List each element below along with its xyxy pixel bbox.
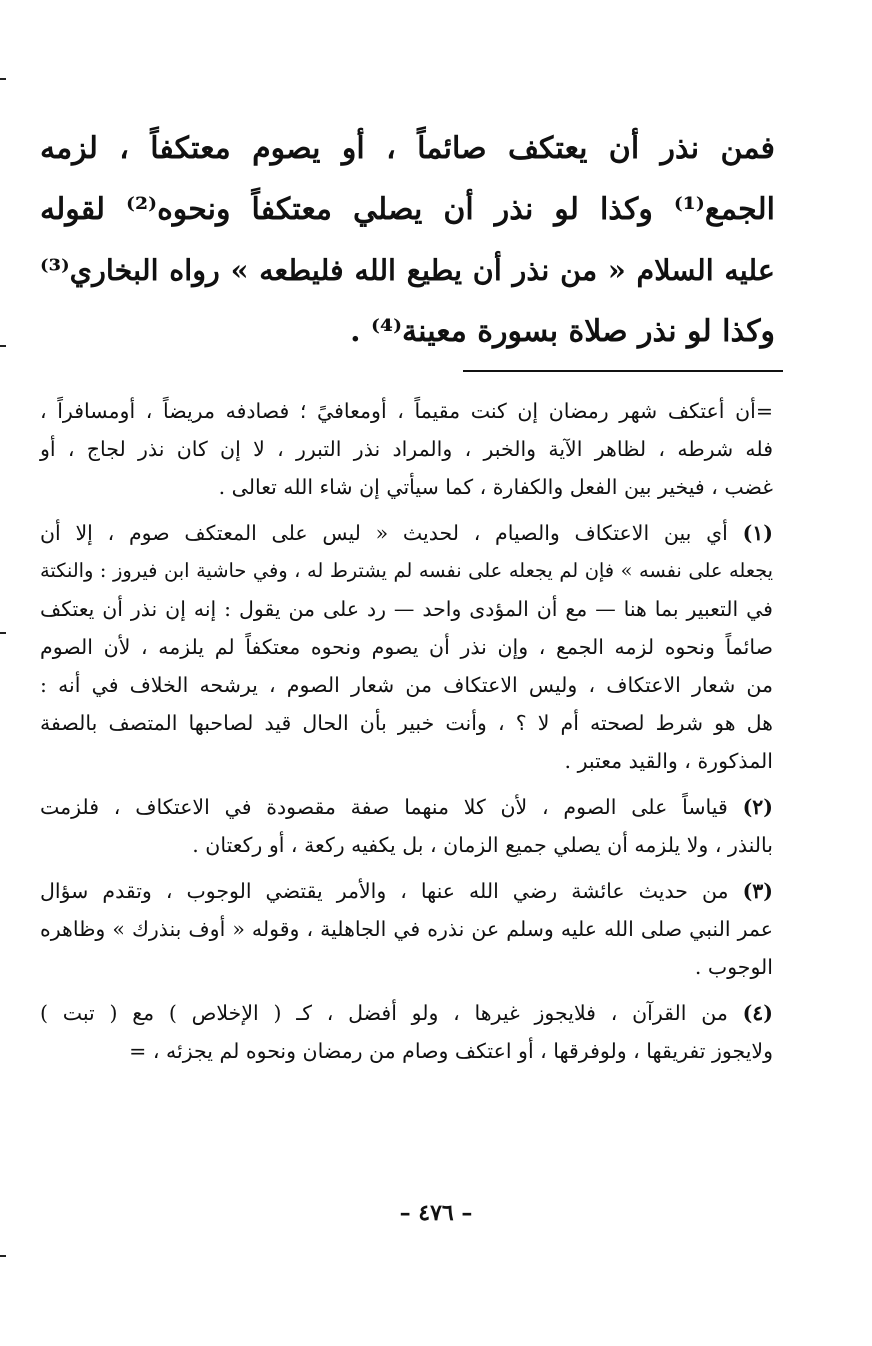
main-text — [40, 118, 775, 362]
footnote-number: (٤) — [742, 1001, 773, 1025]
footnote-line: فله شرطه ، لظاهر الآية والخبر ، والمراد نذر التبرر ، لا إن كان نذر لجاج ، أو — [40, 437, 773, 461]
footnote-number: (٢) — [742, 795, 773, 819]
footnote-line: صائماً ونحوه لزمه الجمع ، وإن نذر أن يصوم ونحوه معتكفاً لم يلزمه ، لأن الصوم — [40, 635, 773, 659]
footnote-text: قياساً على الصوم ، لأن كلا منهما صفة مقصودة في الاعتكاف ، فلزمت — [40, 795, 728, 819]
footnote-text: من القرآن ، فلايجوز غيرها ، ولو أفضل ، كـ ( الإخلاص ) مع ( تبت ) — [40, 1001, 728, 1025]
footnote-4 — [40, 994, 773, 1070]
margin-mark — [0, 632, 6, 634]
footnote-line — [40, 994, 773, 1032]
footnote-line: بالنذر ، ولا يلزمه أن يصلي جميع الزمان ، بل يكفيه ركعة ، أو ركعتان . — [192, 833, 773, 857]
footnotes — [40, 392, 773, 1078]
footnote-line — [40, 872, 773, 910]
footnote-number: (٣) — [742, 879, 773, 903]
footnote-line: الوجوب . — [694, 955, 773, 979]
margin-mark — [0, 1255, 6, 1257]
footnote-3 — [40, 872, 773, 986]
footnote-line: عمر النبي صلى الله عليه وسلم عن نذره في الجاهلية ، وقوله « أوف بنذرك » وظاهره — [40, 917, 773, 941]
footnote-line — [40, 514, 773, 552]
main-text-line: الجمع⁽¹⁾ وكذا لو نذر أن يصلي معتكفاً ونحوه⁽²⁾ لقوله — [40, 192, 776, 227]
footnote-text: أي بين الاعتكاف والصيام ، لحديث « ليس على المعتكف صوم ، إلا أن — [40, 521, 728, 545]
margin-mark — [0, 345, 6, 347]
footnote-line: في التعبير بما هنا — مع أن المؤدى واحد — رد على من يقول : إنه إن نذر أن يعتكف — [40, 597, 773, 621]
footnote-2 — [40, 788, 773, 864]
footnote-line: ولايجوز تفريقها ، ولوفرقها ، أو اعتكف وصام من رمضان ونحوه لم يجزئه ، = — [129, 1039, 773, 1063]
footnote-number: (١) — [742, 521, 773, 545]
footnote-line: يجعله على نفسه » فإن لم يجعله على نفسه لم يشترط له ، وفي حاشية ابن فيروز : والنكتة — [40, 559, 773, 582]
footnote-separator — [463, 370, 783, 372]
footnote-line — [40, 788, 773, 826]
footnote-line: من شعار الاعتكاف ، وليس الاعتكاف من شعار الصوم ، يرشحه الخلاف في أنه : — [40, 673, 773, 697]
page-number: – ٤٧٦ – — [399, 1200, 473, 1226]
footnote-line: =أن أعتكف شهر رمضان إن كنت مقيماً ، أومعافيً ؛ فصادفه مريضاً ، أومسافراً ، — [40, 399, 773, 423]
footnote-line: المذكورة ، والقيد معتبر . — [564, 749, 773, 773]
footnote-text: من حديث عائشة رضي الله عنها ، والأمر يقتضي الوجوب ، وتقدم سؤال — [40, 879, 729, 903]
footnote-continued — [40, 392, 773, 506]
margin-mark — [0, 78, 6, 80]
footnote-line: هل هو شرط لصحته أم لا ؟ ، وأنت خبير بأن الحال قيد لصاحبها المتصف بالصفة — [40, 711, 773, 735]
main-text-line: فمن نذر أن يعتكف صائماً ، أو يصوم معتكفاً ، لزمه — [40, 131, 775, 166]
footnote-1 — [40, 514, 773, 780]
main-text-line: عليه السلام « من نذر أن يطيع الله فليطعه » رواه البخاري⁽³⁾ — [40, 253, 775, 287]
footnote-line: غضب ، فيخير بين الفعل والكفارة ، كما سيأتي إن شاء الله تعالى . — [218, 475, 773, 499]
main-text-line: وكذا لو نذر صلاة بسورة معينة⁽⁴⁾ . — [350, 314, 775, 349]
